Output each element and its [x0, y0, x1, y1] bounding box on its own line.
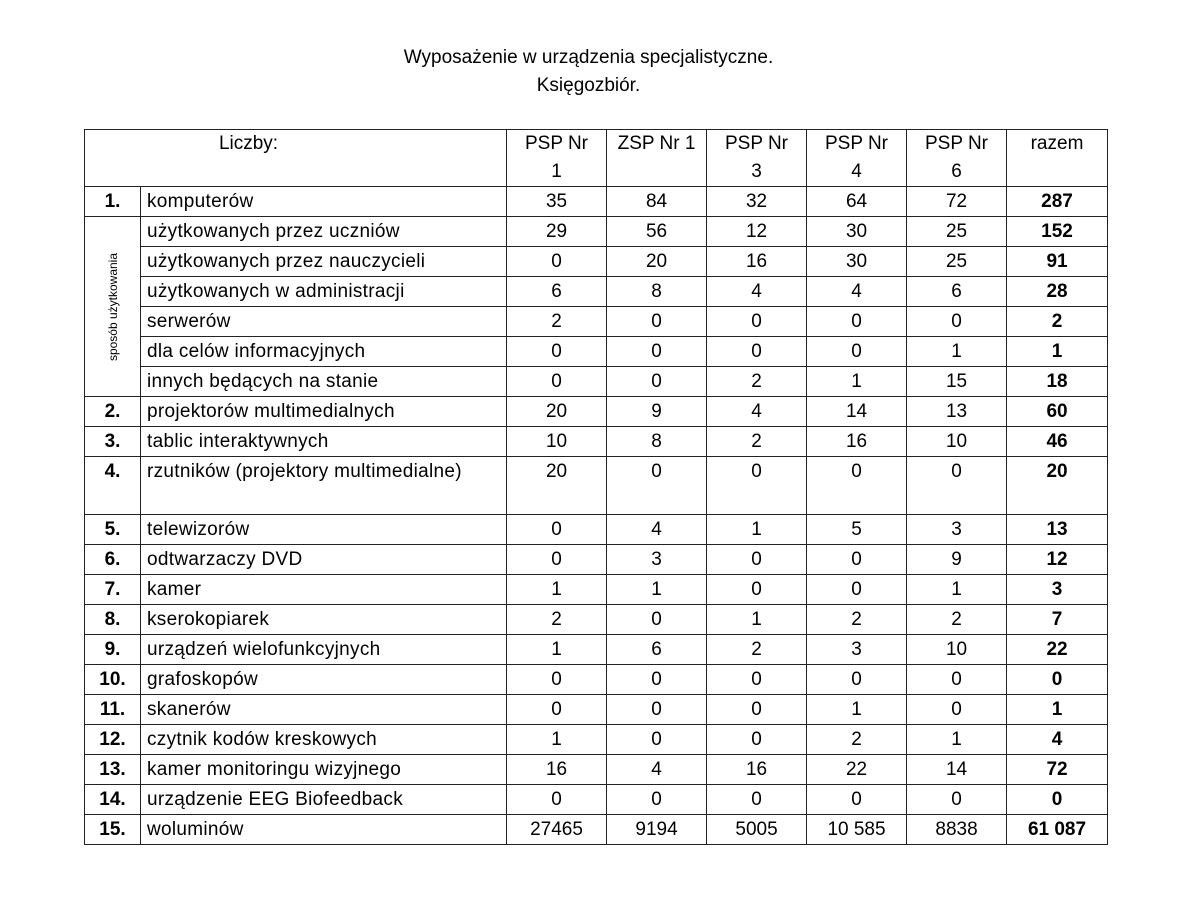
- cell-value: 0: [907, 457, 1007, 515]
- cell-value: 0: [807, 575, 907, 605]
- row-label: skanerów: [141, 695, 507, 725]
- cell-value: 0: [507, 515, 607, 545]
- row-total: 3: [1007, 575, 1108, 605]
- cell-value: 0: [607, 665, 707, 695]
- cell-value: 30: [807, 217, 907, 247]
- row-number: 11.: [85, 695, 141, 725]
- usage-group-label: sposób użytkowania: [105, 252, 120, 361]
- header-col-psp1: [507, 130, 607, 187]
- header-col-line1: PSP Nr: [925, 133, 989, 154]
- cell-value: 72: [907, 187, 1007, 217]
- title-line-2: Księgozbiór.: [536, 75, 641, 96]
- table-row: [85, 605, 1108, 635]
- header-col-zsp1: [607, 130, 707, 187]
- row-label: dla celów informacyjnych: [141, 337, 507, 367]
- cell-value: 1: [707, 515, 807, 545]
- header-col-line1: PSP Nr: [525, 133, 589, 154]
- row-label: kamer: [141, 575, 507, 605]
- table-row: [85, 755, 1108, 785]
- table-row: [85, 575, 1108, 605]
- row-label: urządzeń wielofunkcyjnych: [141, 635, 507, 665]
- row-label: woluminów: [141, 815, 507, 845]
- table-row: [85, 725, 1108, 755]
- cell-value: 1: [507, 635, 607, 665]
- table-row: [85, 187, 1108, 217]
- row-total: 18: [1007, 367, 1108, 397]
- row-number: 4.: [85, 457, 141, 515]
- table-row: [85, 665, 1108, 695]
- row-label: odtwarzaczy DVD: [141, 545, 507, 575]
- header-col-line1: ZSP Nr 1: [617, 133, 696, 154]
- row-number: 12.: [85, 725, 141, 755]
- cell-value: 2: [507, 307, 607, 337]
- cell-value: 0: [707, 337, 807, 367]
- header-col-psp4: [807, 130, 907, 187]
- row-total: 1: [1007, 337, 1108, 367]
- row-total: 0: [1007, 665, 1108, 695]
- row-number: 1.: [85, 187, 141, 217]
- table-header-row: [85, 130, 1108, 187]
- table-row: [85, 695, 1108, 725]
- row-label: rzutników (projektory multimedialne): [141, 457, 507, 515]
- cell-value: 15: [907, 367, 1007, 397]
- cell-value: 4: [807, 277, 907, 307]
- cell-value: 4: [607, 515, 707, 545]
- cell-value: 8: [607, 277, 707, 307]
- cell-value: 0: [907, 695, 1007, 725]
- table-row: [85, 277, 1108, 307]
- row-total: 91: [1007, 247, 1108, 277]
- row-label: użytkowanych w administracji: [141, 277, 507, 307]
- cell-value: 12: [707, 217, 807, 247]
- cell-value: 4: [707, 397, 807, 427]
- cell-value: 10 585: [807, 815, 907, 845]
- cell-value: 0: [607, 605, 707, 635]
- header-col-line1: PSP Nr: [825, 133, 889, 154]
- cell-value: 25: [907, 247, 1007, 277]
- cell-value: 9194: [607, 815, 707, 845]
- row-number: 8.: [85, 605, 141, 635]
- row-total: 287: [1007, 187, 1108, 217]
- cell-value: 2: [507, 605, 607, 635]
- cell-value: 20: [607, 247, 707, 277]
- cell-value: 25: [907, 217, 1007, 247]
- equipment-table: [84, 129, 1108, 845]
- cell-value: 14: [907, 755, 1007, 785]
- header-col-total: [1007, 130, 1108, 187]
- cell-value: 4: [707, 277, 807, 307]
- cell-value: 0: [507, 367, 607, 397]
- cell-value: 64: [807, 187, 907, 217]
- cell-value: 0: [507, 545, 607, 575]
- cell-value: 1: [607, 575, 707, 605]
- header-label: Liczby:: [85, 130, 507, 187]
- cell-value: 10: [507, 427, 607, 457]
- usage-group-label-cell: [85, 217, 141, 397]
- row-total: 72: [1007, 755, 1108, 785]
- cell-value: 35: [507, 187, 607, 217]
- table-row: [85, 307, 1108, 337]
- row-total: 22: [1007, 635, 1108, 665]
- row-number: 15.: [85, 815, 141, 845]
- cell-value: 0: [607, 307, 707, 337]
- row-total: 4: [1007, 725, 1108, 755]
- table-row: [85, 217, 1108, 247]
- cell-value: 2: [707, 427, 807, 457]
- cell-value: 0: [707, 725, 807, 755]
- cell-value: 0: [607, 367, 707, 397]
- cell-value: 0: [607, 457, 707, 515]
- cell-value: 0: [507, 695, 607, 725]
- cell-value: 3: [607, 545, 707, 575]
- table-row: [85, 815, 1108, 845]
- cell-value: 0: [807, 337, 907, 367]
- cell-value: 0: [607, 337, 707, 367]
- table-row: [85, 635, 1108, 665]
- cell-value: 8: [607, 427, 707, 457]
- row-total: 7: [1007, 605, 1108, 635]
- cell-value: 56: [607, 217, 707, 247]
- header-col-line2: 4: [851, 161, 862, 182]
- row-label: czytnik kodów kreskowych: [141, 725, 507, 755]
- cell-value: 22: [807, 755, 907, 785]
- header-col-psp3: [707, 130, 807, 187]
- row-label: grafoskopów: [141, 665, 507, 695]
- cell-value: 0: [707, 665, 807, 695]
- cell-value: 0: [807, 545, 907, 575]
- cell-value: 0: [707, 575, 807, 605]
- row-label: kserokopiarek: [141, 605, 507, 635]
- row-number: 5.: [85, 515, 141, 545]
- row-label: użytkowanych przez uczniów: [141, 217, 507, 247]
- row-label: użytkowanych przez nauczycieli: [141, 247, 507, 277]
- header-col-psp6: [907, 130, 1007, 187]
- row-total: 20: [1007, 457, 1108, 515]
- cell-value: 4: [607, 755, 707, 785]
- cell-value: 30: [807, 247, 907, 277]
- table-row: [85, 367, 1108, 397]
- cell-value: 13: [907, 397, 1007, 427]
- cell-value: 2: [807, 725, 907, 755]
- header-col-line1: PSP Nr: [725, 133, 789, 154]
- table-row: [85, 457, 1108, 515]
- cell-value: 16: [507, 755, 607, 785]
- cell-value: 6: [907, 277, 1007, 307]
- cell-value: 0: [907, 307, 1007, 337]
- cell-value: 0: [807, 785, 907, 815]
- row-number: 6.: [85, 545, 141, 575]
- cell-value: 2: [907, 605, 1007, 635]
- row-number: 3.: [85, 427, 141, 457]
- cell-value: 1: [507, 725, 607, 755]
- table-row: [85, 545, 1108, 575]
- cell-value: 0: [507, 785, 607, 815]
- row-label: urządzenie EEG Biofeedback: [141, 785, 507, 815]
- cell-value: 0: [607, 725, 707, 755]
- table-row: [85, 427, 1108, 457]
- cell-value: 0: [707, 785, 807, 815]
- cell-value: 9: [907, 545, 1007, 575]
- cell-value: 2: [707, 367, 807, 397]
- cell-value: 27465: [507, 815, 607, 845]
- cell-value: 1: [807, 695, 907, 725]
- row-number: 7.: [85, 575, 141, 605]
- row-total: 12: [1007, 545, 1108, 575]
- cell-value: 16: [707, 247, 807, 277]
- row-number: 10.: [85, 665, 141, 695]
- cell-value: 1: [807, 367, 907, 397]
- cell-value: 0: [907, 665, 1007, 695]
- cell-value: 16: [807, 427, 907, 457]
- header-col-line2: 6: [951, 161, 962, 182]
- cell-value: 3: [907, 515, 1007, 545]
- cell-value: 0: [807, 665, 907, 695]
- row-number: 2.: [85, 397, 141, 427]
- cell-value: 29: [507, 217, 607, 247]
- row-label: komputerów: [141, 187, 507, 217]
- row-total: 28: [1007, 277, 1108, 307]
- cell-value: 20: [507, 397, 607, 427]
- cell-value: 10: [907, 635, 1007, 665]
- cell-value: 1: [907, 575, 1007, 605]
- cell-value: 2: [807, 605, 907, 635]
- row-label: serwerów: [141, 307, 507, 337]
- table-row: [85, 515, 1108, 545]
- cell-value: 10: [907, 427, 1007, 457]
- cell-value: 84: [607, 187, 707, 217]
- row-total: 0: [1007, 785, 1108, 815]
- table-row: [85, 785, 1108, 815]
- row-total: 13: [1007, 515, 1108, 545]
- cell-value: 32: [707, 187, 807, 217]
- table-row: [85, 397, 1108, 427]
- cell-value: 6: [507, 277, 607, 307]
- cell-value: 0: [707, 307, 807, 337]
- row-number: 14.: [85, 785, 141, 815]
- title-line-1: Wyposażenie w urządzenia specjalistyczne.: [403, 47, 774, 68]
- row-total: 1: [1007, 695, 1108, 725]
- cell-value: 8838: [907, 815, 1007, 845]
- header-col-line2: 3: [751, 161, 762, 182]
- row-total: 60: [1007, 397, 1108, 427]
- cell-value: 9: [607, 397, 707, 427]
- cell-value: 1: [907, 337, 1007, 367]
- row-label: projektorów multimedialnych: [141, 397, 507, 427]
- cell-value: 14: [807, 397, 907, 427]
- cell-value: 20: [507, 457, 607, 515]
- cell-value: 1: [707, 605, 807, 635]
- cell-value: 0: [707, 457, 807, 515]
- cell-value: 0: [907, 785, 1007, 815]
- row-number: 13.: [85, 755, 141, 785]
- cell-value: 16: [707, 755, 807, 785]
- cell-value: 0: [707, 695, 807, 725]
- row-label: tablic interaktywnych: [141, 427, 507, 457]
- cell-value: 5005: [707, 815, 807, 845]
- document-title: [0, 44, 1177, 100]
- table-row: [85, 337, 1108, 367]
- cell-value: 0: [507, 665, 607, 695]
- cell-value: 1: [507, 575, 607, 605]
- cell-value: 0: [807, 457, 907, 515]
- row-label: innych będących na stanie: [141, 367, 507, 397]
- cell-value: 0: [507, 247, 607, 277]
- cell-value: 0: [807, 307, 907, 337]
- cell-value: 3: [807, 635, 907, 665]
- header-col-line1: razem: [1030, 133, 1084, 154]
- row-number: 9.: [85, 635, 141, 665]
- cell-value: 0: [607, 785, 707, 815]
- cell-value: 2: [707, 635, 807, 665]
- cell-value: 1: [907, 725, 1007, 755]
- cell-value: 6: [607, 635, 707, 665]
- row-total: 152: [1007, 217, 1108, 247]
- header-col-line2: 1: [551, 161, 562, 182]
- row-label: kamer monitoringu wizyjnego: [141, 755, 507, 785]
- cell-value: 0: [507, 337, 607, 367]
- row-total: 2: [1007, 307, 1108, 337]
- cell-value: 5: [807, 515, 907, 545]
- row-label: telewizorów: [141, 515, 507, 545]
- row-total: 61 087: [1007, 815, 1108, 845]
- table-row: [85, 247, 1108, 277]
- row-total: 46: [1007, 427, 1108, 457]
- cell-value: 0: [707, 545, 807, 575]
- cell-value: 0: [607, 695, 707, 725]
